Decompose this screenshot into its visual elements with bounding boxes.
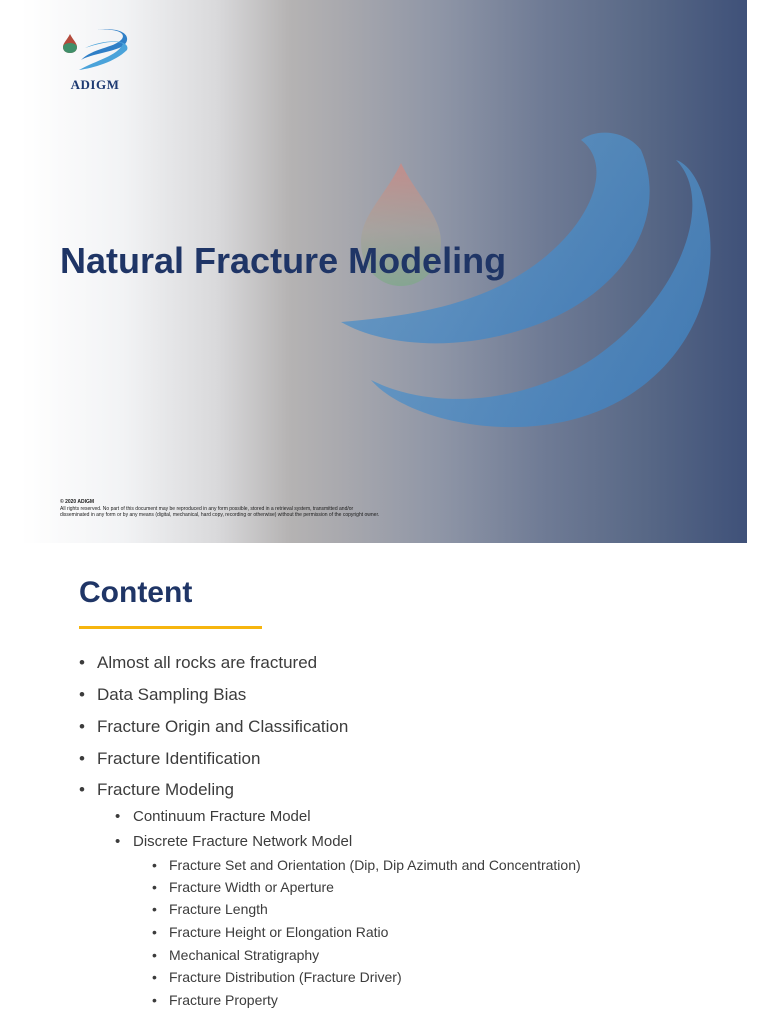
content-slide: Content • Almost all rocks are fractured • Data Sampling Bias • Fracture Origin and Classification • Fracture Identification • Fracture Modeling • Continuum Fracture Model • Discrete Fracture Network Model • Fracture Set and Orientation (Dip, Dip Azimuth and Concentration) • Fracture Width or Aperture • Fracture Length • Fracture Height or Elongation Ratio • Mechanical Stratigraphy • Fracture Distribution (Fracture Driver) • Fracture Property [79, 576, 581, 1008]
copyright-line-1: All rights reserved. No part of this document may be reproduced in any form possible, stored in a retrieval system, transmitted and/or [60, 505, 354, 512]
content-title: Content [79, 576, 193, 609]
copyright-title: © 2020 ADIGM [60, 499, 95, 505]
presentation-title: Natural Fracture Modeling [60, 240, 507, 281]
logo-text: ADIGM [70, 77, 120, 92]
adigm-logo-icon [57, 26, 133, 78]
title-underline [79, 626, 262, 629]
adigm-logo [57, 26, 133, 96]
copyright-line-2: disseminated in any form or by any means (digital, mechanical, hard copy, recording or otherwise) without the permission of the copyright owner. [60, 512, 380, 518]
copyright-notice [60, 499, 720, 519]
title-slide [21, 0, 747, 543]
